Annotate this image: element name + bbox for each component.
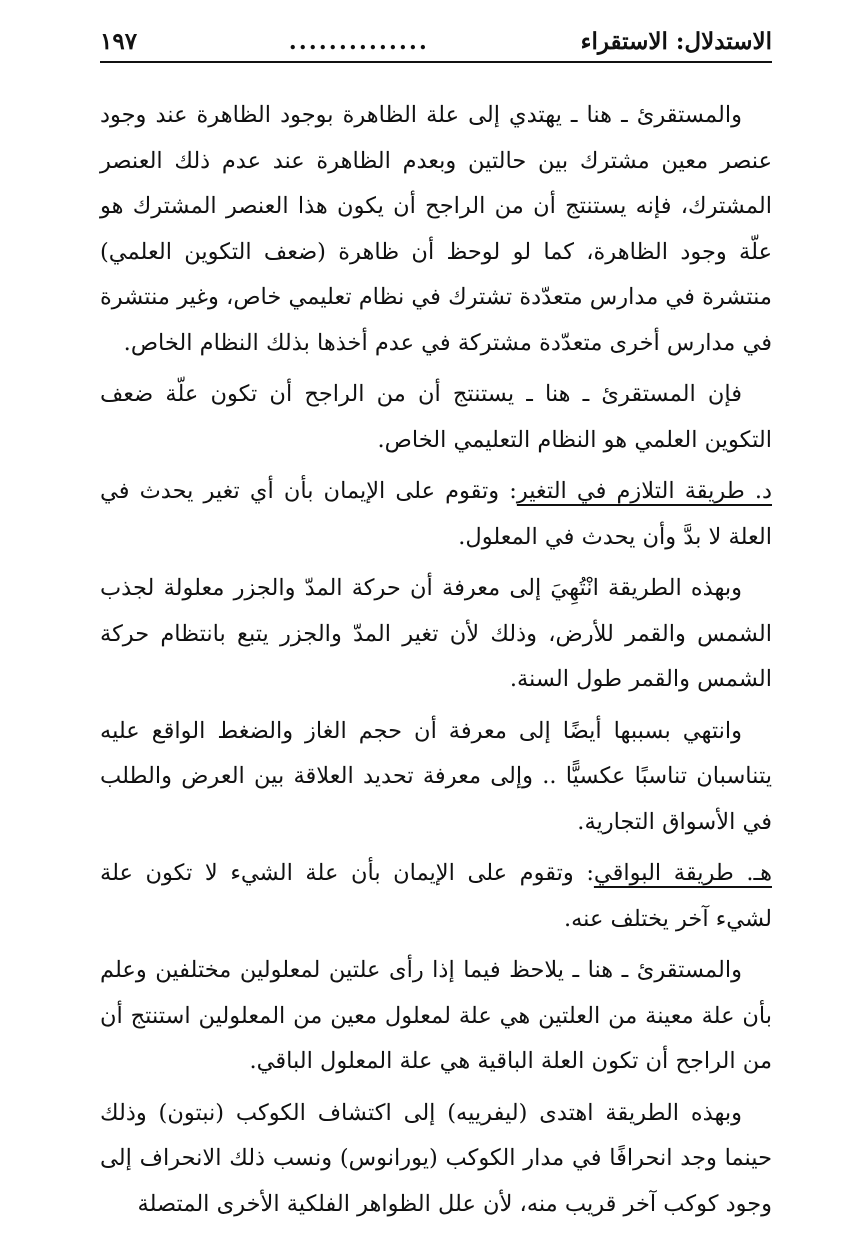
paragraph-7: والمستقرئ ـ هنا ـ يلاحظ فيما إذا رأى علتين لمعلولين مختلفين وعلم بأن علة معينة من العلتين هي علة لمعلول معين من المعلولين استنتج أن من الراجح أن تكون العلة الباقية هي علة المعلول الباقي. xyxy=(100,957,772,1074)
paragraph-6 xyxy=(100,851,772,942)
paragraph-6-text: : وتقوم على الإيمان بأن علة الشيء لا تكون علة لشيء آخر يختلف عنه. xyxy=(100,860,772,932)
paragraph-5: وانتهي بسببها أيضًا إلى معرفة أن حجم الغاز والضغط الواقع عليه يتناسبان تناسبًا عكسيًّا .. وإلى معرفة تحديد العلاقة بين العرض والطلب في الأسواق التجارية. xyxy=(100,717,772,835)
page-number: ١٩٧ xyxy=(100,28,138,55)
paragraph-3-text: : وتقوم على الإيمان بأن أي تغير يحدث في العلة لا بدَّ وأن يحدث في المعلول. xyxy=(100,478,772,550)
page-body xyxy=(100,93,772,1227)
header-dots: .............. xyxy=(288,28,429,55)
paragraph-3 xyxy=(100,469,772,560)
paragraph-2: فإن المستقرئ ـ هنا ـ يستنتج أن من الراجح أن تكون علّة ضعف التكوين العلمي هو النظام التعليمي الخاص. xyxy=(100,381,772,453)
paragraph-8: وبهذه الطريقة اهتدى (ليفرييه) إلى اكتشاف الكوكب (نبتون) وذلك حينما وجد انحرافًا في مدار الكوكب (يورانوس) ونسب ذلك الانحراف إلى وجود كوكب آخر قريب منه، لأن علل الظواهر الفلكية الأخرى المتصلة xyxy=(100,1099,772,1217)
method-heading-concomitant-variation: د. طريقة التلازم في التغير xyxy=(516,478,772,504)
paragraph-1: والمستقرئ ـ هنا ـ يهتدي إلى علة الظاهرة بوجود الظاهرة عند وجود عنصر معين مشترك بين حالتين وبعدم الظاهرة عند عدم ذلك العنصر المشترك، فإنه يستنتج أن من الراجح أن يكون هذا العنصر المشترك هو علّة وجود الظاهرة، كما لو لوحظ أن ظاهرة (ضعف التكوين العلمي) منتشرة في مدارس متعدّدة تشترك في نظام تعليمي خاص، وغير منتشرة في مدارس أخرى متعدّدة مشتركة في عدم أخذها بذلك النظام الخاص. xyxy=(100,102,772,356)
header-title: الاستدلال: الاستقراء xyxy=(580,28,772,55)
paragraph-4: وبهذه الطريقة انْتُهِيَ إلى معرفة أن حركة المدّ والجزر معلولة لجذب الشمس والقمر للأرض، وذلك لأن تغير المدّ والجزر يتبع بانتظام حركة الشمس والقمر طول السنة. xyxy=(100,575,772,692)
method-heading-residues: هـ. طريقة البواقي xyxy=(593,860,772,886)
running-header xyxy=(100,28,772,63)
